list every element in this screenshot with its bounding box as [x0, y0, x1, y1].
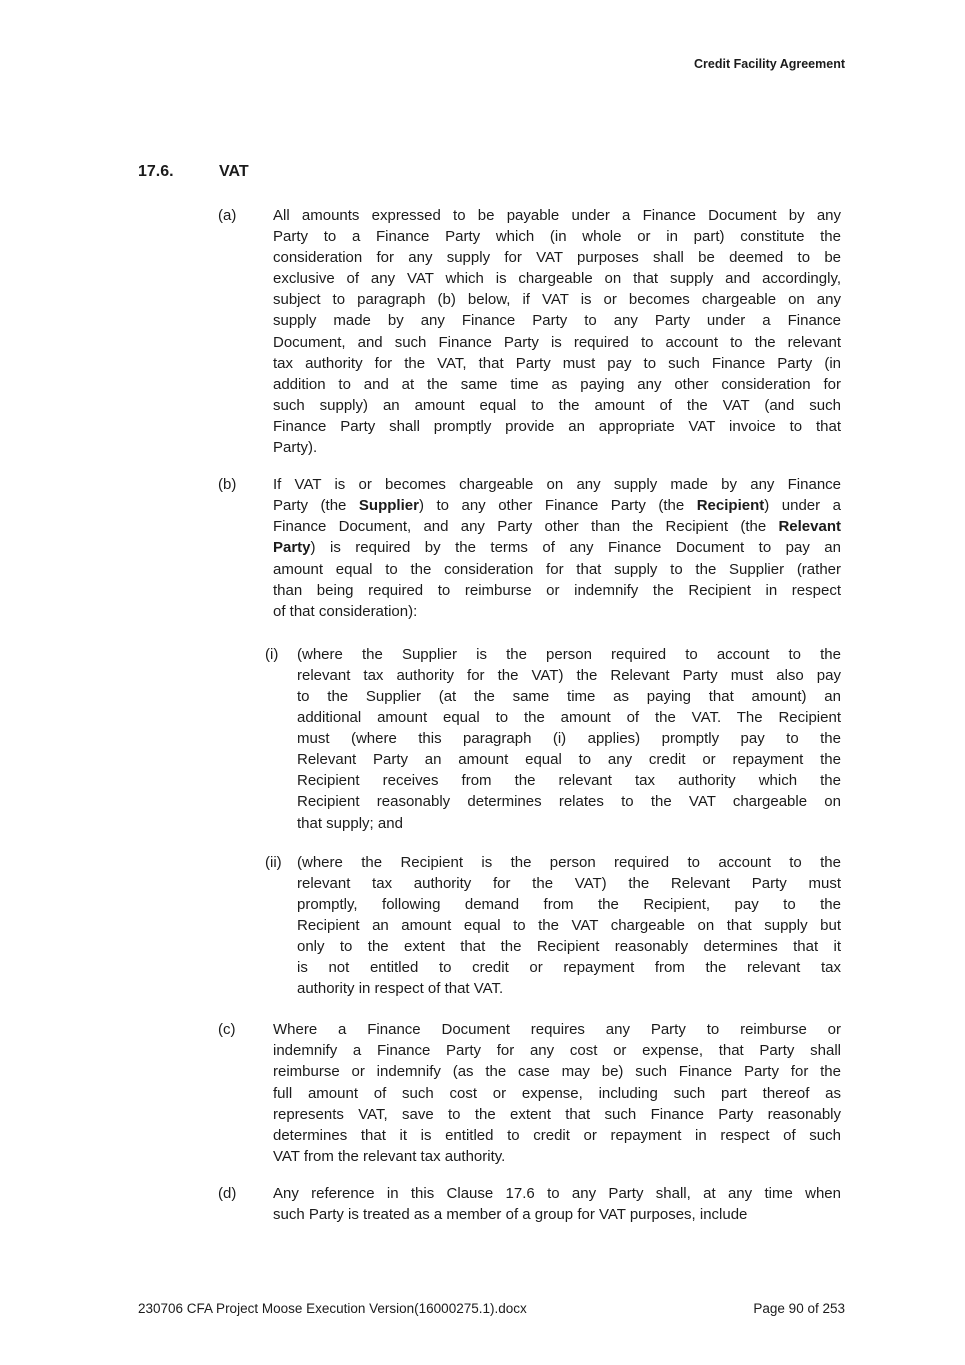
paragraph-line: full amount of such cost or expense, including such part thereof as — [273, 1084, 841, 1102]
paragraph-line: promptly, following demand from the Recipient, pay to the — [297, 895, 841, 913]
paragraph-line: (where the Supplier is the person required to account to the — [297, 645, 841, 663]
paragraph-line: represents VAT, save to the extent that such Finance Party reasonably — [273, 1105, 841, 1123]
paragraph-line: Party). — [273, 439, 318, 457]
section-number: 17.6. — [138, 163, 174, 180]
paragraph-line: supply made by any Finance Party to any Party under a Finance — [273, 312, 841, 330]
paragraph-line: than being required to reimburse or indemnify the Recipient in respect — [273, 581, 841, 599]
paragraph-line: such Party is treated as a member of a group for VAT purposes, include — [273, 1206, 748, 1224]
footer-page-number: Page 90 of 253 — [753, 1301, 845, 1316]
paragraph-line: Recipient an amount equal to the VAT chargeable on that supply but — [297, 916, 841, 934]
paragraph-label: (d) — [218, 1184, 237, 1202]
paragraph-line: Document, and such Finance Party is required to account to the relevant — [273, 333, 841, 351]
paragraph-line: that supply; and — [297, 814, 403, 832]
paragraph-line: Finance Document, and any Party other than the Recipient (the Relevant — [273, 518, 841, 536]
paragraph-line: is not entitled to credit or repayment from the relevant tax — [297, 959, 841, 977]
paragraph-line: must (where this paragraph (i) applies) promptly pay to the — [297, 730, 841, 748]
paragraph-line: All amounts expressed to be payable under a Finance Document by any — [273, 207, 841, 224]
paragraph-line: consideration for any supply for VAT purposes shall be deemed to be — [273, 249, 841, 267]
header-title: Credit Facility Agreement — [694, 57, 845, 71]
paragraph-line: addition to and at the same time as paying any other consideration for — [273, 375, 841, 393]
paragraph-line: Party) is required by the terms of any Finance Document to pay an — [273, 539, 841, 557]
paragraph-label: (b) — [218, 476, 237, 494]
paragraph-label: (ii) — [265, 853, 282, 871]
paragraph-line: additional amount equal to the amount of the VAT. The Recipient — [297, 709, 841, 727]
footer-filename: 230706 CFA Project Moose Execution Version(16000275.1).docx — [138, 1301, 527, 1316]
paragraph-line: Relevant Party an amount equal to any credit or repayment the — [297, 751, 841, 769]
page-footer — [138, 1300, 845, 1318]
paragraph-line: relevant tax authority for the VAT) the Relevant Party must also pay — [297, 666, 841, 684]
clause-paragraph — [138, 644, 841, 834]
paragraph-line: Party (the Supplier) to any other Finance Party (the Recipient) under a — [273, 497, 841, 515]
paragraph-line: Where a Finance Document requires any Party to reimburse or — [273, 1021, 841, 1039]
paragraph-label: (a) — [218, 207, 237, 224]
clause-paragraph — [138, 205, 841, 458]
clause-paragraph — [138, 1019, 841, 1167]
page-header — [694, 56, 845, 73]
paragraph-line: indemnify a Finance Party for any cost or expense, that Party shall — [273, 1042, 841, 1060]
paragraph-line: Recipient receives from the relevant tax authority which the — [297, 772, 841, 790]
paragraph-line: VAT from the relevant tax authority. — [273, 1147, 506, 1165]
paragraph-line: Finance Party shall promptly provide an appropriate VAT invoice to that — [273, 417, 841, 435]
paragraph-line: relevant tax authority for the VAT) the Relevant Party must — [297, 874, 841, 892]
paragraph-line: to the Supplier (at the same time as paying that amount) an — [297, 687, 841, 705]
paragraph-line: Any reference in this Clause 17.6 to any Party shall, at any time when — [273, 1184, 841, 1202]
paragraph-line: subject to paragraph (b) below, if VAT is or becomes chargeable on any — [273, 291, 841, 309]
paragraph-line: of that consideration): — [273, 602, 418, 620]
clause-paragraph — [138, 852, 841, 1000]
clause-body — [138, 205, 841, 1225]
clause-paragraph — [138, 474, 841, 622]
paragraph-line: amount equal to the consideration for that supply to the Supplier (rather — [273, 560, 841, 578]
paragraph-label: (i) — [265, 645, 279, 663]
paragraph-line: exclusive of any VAT which is chargeable on that supply and accordingly, — [273, 270, 841, 288]
paragraph-line: tax authority for the VAT, that Party must pay to such Finance Party (in — [273, 354, 841, 372]
paragraph-line: determines that it is entitled to credit or repayment in respect of such — [273, 1126, 841, 1144]
clause-paragraph — [138, 1183, 841, 1225]
section-title: VAT — [219, 163, 249, 180]
paragraph-line: authority in respect of that VAT. — [297, 980, 504, 998]
paragraph-line: such supply) an amount equal to the amount of the VAT (and such — [273, 396, 841, 414]
paragraph-line: If VAT is or becomes chargeable on any supply made by any Finance — [273, 476, 841, 494]
paragraph-line: reimburse or indemnify (as the case may be) such Finance Party for the — [273, 1063, 841, 1081]
paragraph-line: (where the Recipient is the person required to account to the — [297, 853, 841, 871]
paragraph-label: (c) — [218, 1021, 236, 1039]
clause-content — [138, 161, 841, 1225]
paragraph-line: Recipient reasonably determines relates to the VAT chargeable on — [297, 793, 841, 811]
paragraph-line: Party to a Finance Party which (in whole or in part) constitute the — [273, 228, 841, 246]
section-heading — [138, 161, 841, 183]
paragraph-line: only to the extent that the Recipient reasonably determines that it — [297, 938, 841, 955]
